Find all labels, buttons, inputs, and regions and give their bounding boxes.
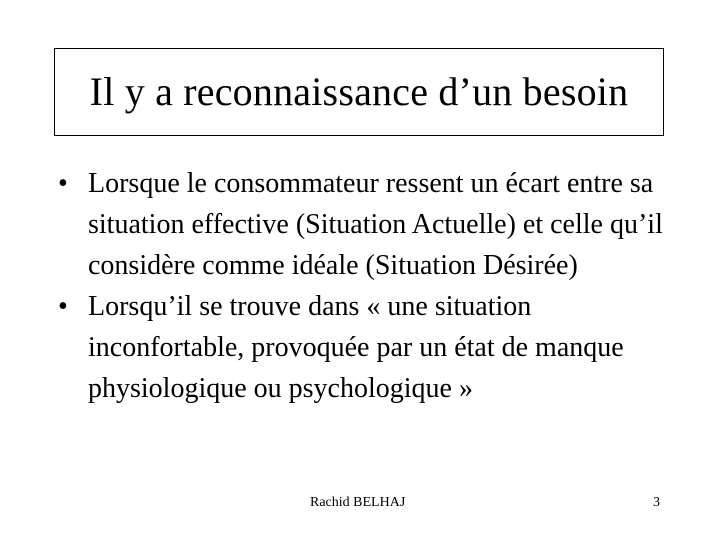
bullet-item [58,286,688,409]
footer-author: Rachid BELHAJ [310,495,406,510]
bullet-item [58,163,688,286]
slide-title: Il y a reconnaissance d’un besoin [89,69,629,114]
page-number: 3 [653,495,660,510]
bullet-text: Lorsque le consommateur ressent un écart entre sa situation effective (Situation Actuelle) et celle qu’il considère comme idéale (Situation Désirée) [88,168,663,281]
bullet-list [58,163,688,409]
bullet-marker: • [58,168,68,199]
bullet-text: Lorsqu’il se trouve dans « une situation inconfortable, provoquée par un état de manque physiologique ou psychologique » [88,291,624,404]
bullet-marker: • [58,291,68,322]
slide-title-box [54,48,664,136]
